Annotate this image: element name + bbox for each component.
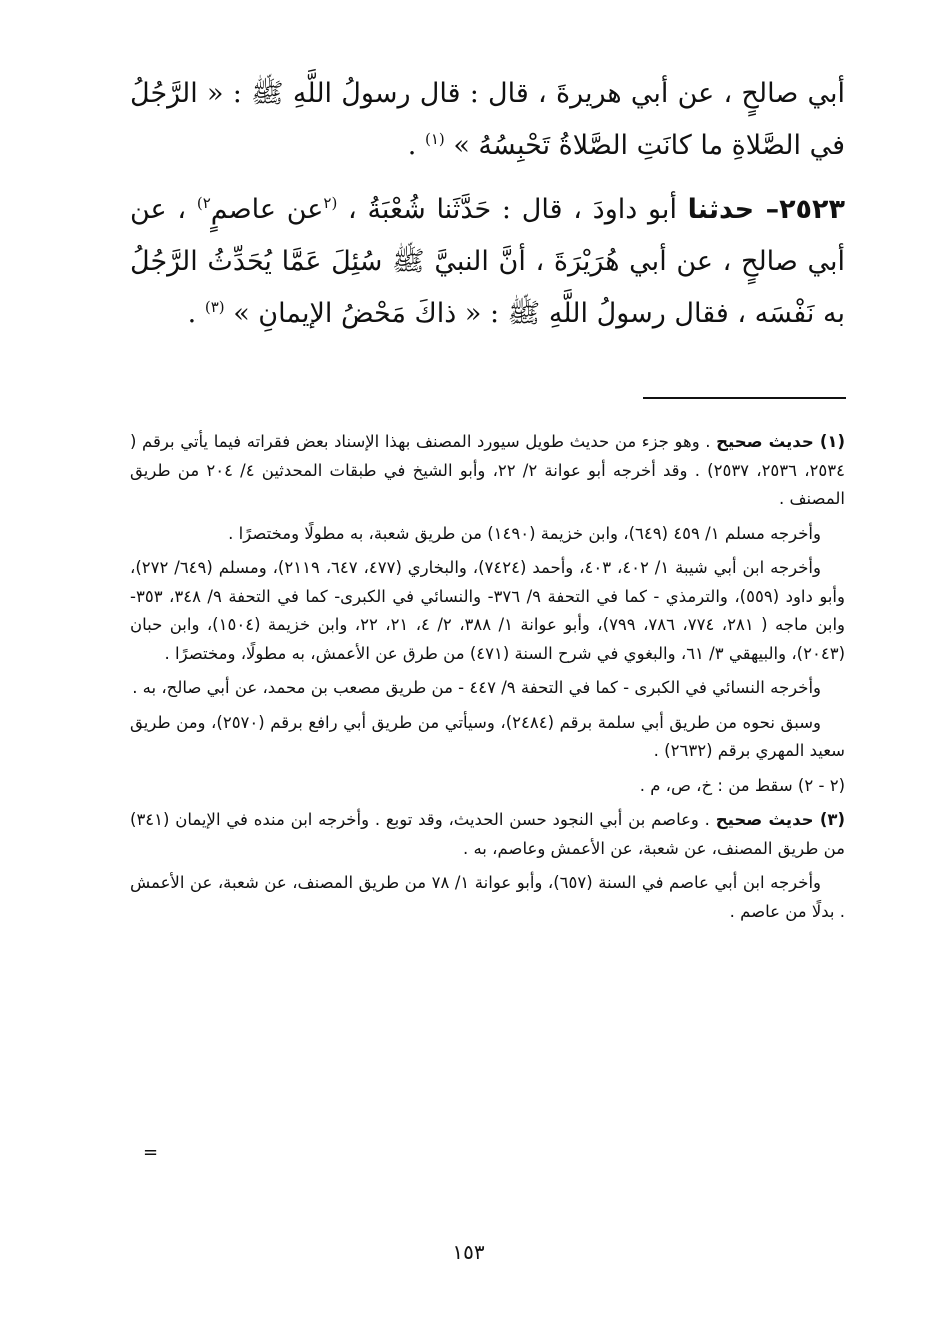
footnote-1-paragraph-4: وأخرجه النسائي في الكبرى - كما في التحفة ٩/ ٤٤٧ - من طريق مصعب بن محمد، عن أبي صالح، به . (132, 678, 821, 697)
footnote-2: (٢ - ٢) سقط من : خ، ص، م . (639, 775, 845, 795)
footnote-3-label: (٣) حديث صحيح (715, 810, 845, 829)
hadith-continuation-text: أبي صالحٍ ، عن أبي هريرةَ ، قال : قال رسولُ اللَّهِ ﷺ : « الرَّجُلُ في الصَّلاةِ ما كانَتِ الصَّلاةُ تَحْبِسُهُ » (130, 78, 845, 161)
footnote-ref-2-close: ٢) (196, 194, 211, 212)
footnote-3 (130, 806, 845, 863)
footnote-3-text: . وعاصم بن أبي النجود حسن الحديث، وقد توبع . وأخرجه ابن منده في الإيمان (٣٤١) من طريق المصنف، عن شعبة، عن الأعمش وعاصم، به . (130, 810, 845, 858)
footnote-ref-3: (٣) (204, 298, 225, 316)
footnote-ref-1: (١) (424, 130, 445, 148)
footnote-divider (643, 397, 846, 399)
hadith-end: . (187, 298, 205, 329)
footnotes (130, 428, 845, 932)
main-text (130, 68, 845, 340)
footnote-1-paragraph-5: وسبق نحوه من طريق أبي سلمة برقم (٢٤٨٤)، وسيأتي من طريق أبي رافع برقم (٢٥٧٠)، ومن طريق سعيد المهري برقم (٢٦٣٢) . (130, 712, 845, 760)
hadith-text-2: عن عاصمٍ (210, 194, 324, 225)
footnote-1-paragraph-3: وأخرجه ابن أبي شيبة ١/ ٤٠٢، ٤٠٣، وأحمد (٧٤٢٤)، والبخاري (٤٧٧، ٦٤٧، ٢١١٩)، ومسلم (٦٤٩/ ٢٧٢)، وأبو داود (٥٥٩)، والترمذي - كما في التحفة ٩/ ٣٧٦- والنسائي في الكبرى- كما في التحفة ٩/ ٣٤٨، ٣٥٣- وابن ماجه ( ٢٨١، ٧٧٤، ٧٨٦، ٧٩٩)، وأبو عوانة ١/ ٣٨٨، ٢/ ٤، ٢١، ٢٢، وابن خزيمة (١٥٠٤)، وابن حبان (٢٠٤٣)، والبيهقي ٣/ ٦١، والبغوي في شرح السنة (٤٧١) من طرق عن الأعمش، به مطولًا، ومختصرًا . (130, 558, 845, 663)
footnote-1-text: . وهو جزء من حديث طويل سيورد المصنف بهذا الإسناد بعض فقراته فيما يأتي برقم ( ٢٥٣٤، ٢٥٣٦، ٢٥٣٧) . وقد أخرجه أبو عوانة ٢/ ٢٢، وأبو الشيخ في طبقات المحدثين ٤/ ٢٠٤ من طريق المصنف . (130, 432, 845, 508)
hadith-continuation-end: . (407, 130, 425, 161)
page-number: ١٥٣ (452, 1240, 485, 1264)
continuation-mark: = (143, 1142, 159, 1163)
hadith-2523 (130, 184, 845, 340)
footnote-1-paragraph-2: وأخرجه مسلم ١/ ٤٥٩ (٦٤٩)، وابن خزيمة (١٤٩٠) من طريق شعبة، به مطولًا ومختصرًا . (228, 523, 821, 543)
footnote-3-paragraph-2: وأخرجه ابن أبي عاصم في السنة (٦٥٧)، وأبو عوانة ١/ ٧٨ من طريق المصنف، عن شعبة، عن الأعمش . بدلًا من عاصم . (130, 873, 845, 921)
hadith-text-1: أبو داودَ ، قال : حَدَّثَنا شُعْبَةُ ، (337, 194, 688, 225)
hadith-number: ٢٥٢٣ (779, 194, 845, 225)
footnote-1-label: (١) حديث صحيح (716, 432, 845, 451)
footnote-1 (130, 428, 845, 514)
hadith-dash: – حدثنا (687, 194, 780, 225)
hadith-continuation (130, 68, 845, 172)
hadith-text-3: ، عن أبي صالحٍ ، عن أبي هُرَيْرَةَ ، أنَّ النبيَّ ﷺ سُئِلَ عَمَّا يُحَدِّثُ الرَّجُلُ به نَفْسَه ، فقال رسولُ اللَّهِ ﷺ : « ذاكَ مَحْضُ الإيمانِ » (130, 194, 845, 329)
footnote-ref-2-open: (٢ (323, 194, 338, 212)
